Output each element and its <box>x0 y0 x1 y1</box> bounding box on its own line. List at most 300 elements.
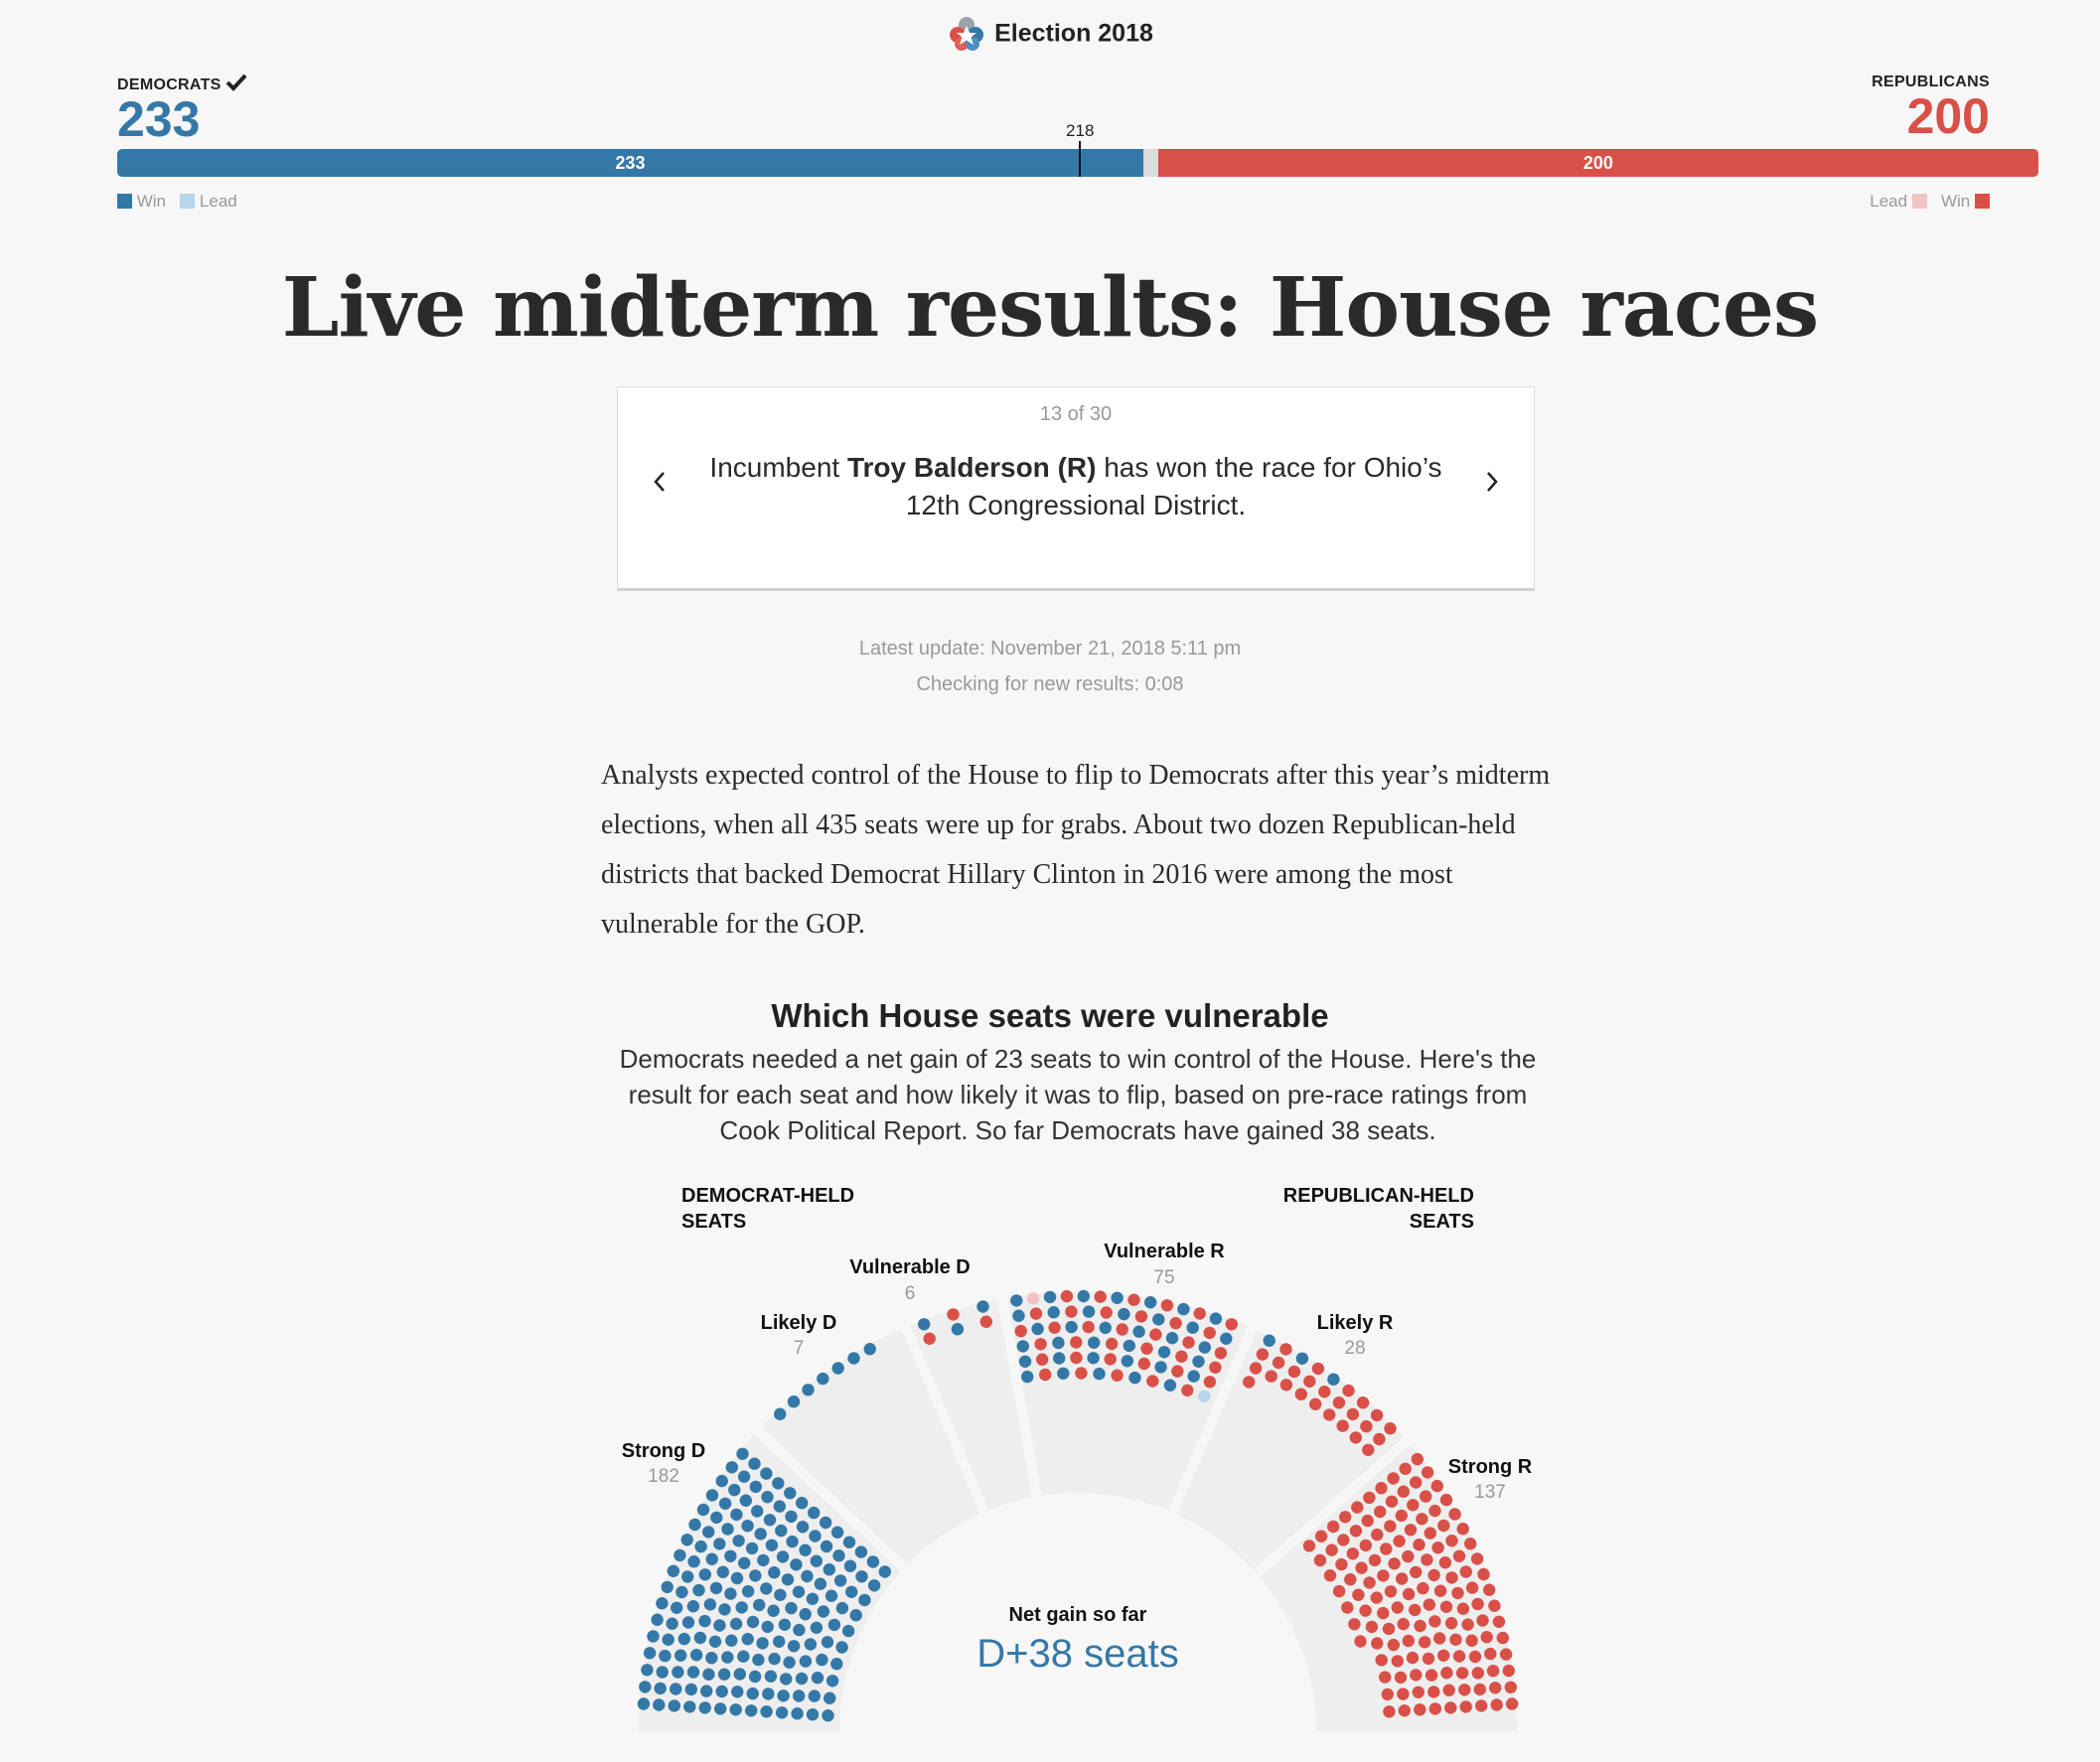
seat-dot[interactable] <box>1220 1333 1232 1345</box>
seat-dot[interactable] <box>702 1669 714 1681</box>
seat-dot[interactable] <box>807 1708 819 1720</box>
seat-dot[interactable] <box>1439 1556 1451 1568</box>
seat-dot[interactable] <box>719 1498 731 1510</box>
seat-dot[interactable] <box>699 1568 711 1580</box>
seat-dot[interactable] <box>716 1686 728 1697</box>
seat-dot[interactable] <box>835 1641 847 1653</box>
seat-dot[interactable] <box>1392 1601 1404 1613</box>
seat-dot[interactable] <box>826 1675 838 1687</box>
seat-dot[interactable] <box>1100 1322 1112 1334</box>
seat-dot[interactable] <box>1488 1600 1500 1612</box>
seat-dot[interactable] <box>793 1624 805 1636</box>
seat-dot[interactable] <box>811 1555 823 1567</box>
seat-dot[interactable] <box>1371 1409 1383 1421</box>
seat-dot[interactable] <box>1118 1308 1129 1320</box>
seat-dot[interactable] <box>1371 1529 1383 1541</box>
seat-dot[interactable] <box>1445 1617 1457 1629</box>
seat-dot[interactable] <box>1402 1550 1414 1562</box>
seat-dot[interactable] <box>1453 1650 1465 1662</box>
seat-dot[interactable] <box>1410 1476 1422 1488</box>
seat-dot[interactable] <box>717 1566 729 1578</box>
seat-dot[interactable] <box>1431 1542 1443 1553</box>
seat-dot[interactable] <box>1413 1539 1425 1550</box>
seat-dot[interactable] <box>1138 1358 1150 1370</box>
seat-dot[interactable] <box>868 1579 880 1591</box>
seat-dot[interactable] <box>1030 1307 1042 1319</box>
seat-dot[interactable] <box>730 1618 742 1630</box>
seat-dot[interactable] <box>1471 1552 1483 1564</box>
seat-dot[interactable] <box>777 1689 789 1701</box>
seat-dot[interactable] <box>671 1602 682 1614</box>
seat-dot[interactable] <box>1395 1672 1407 1684</box>
seat-dot[interactable] <box>773 1636 785 1648</box>
seat-dot[interactable] <box>1363 1576 1375 1588</box>
seat-dot[interactable] <box>745 1704 757 1716</box>
seat-dot[interactable] <box>1374 1506 1386 1518</box>
seat-dot[interactable] <box>1461 1618 1473 1630</box>
seat-dot[interactable] <box>1351 1501 1363 1513</box>
seat-dot[interactable] <box>1375 1482 1387 1494</box>
seat-dot[interactable] <box>1194 1307 1206 1319</box>
seat-dot[interactable] <box>1327 1374 1339 1386</box>
seat-dot[interactable] <box>1465 1635 1477 1647</box>
seat-dot[interactable] <box>786 1536 798 1547</box>
seat-dot[interactable] <box>1347 1408 1359 1420</box>
seat-dot[interactable] <box>738 1471 750 1483</box>
seat-dot[interactable] <box>694 1541 706 1552</box>
seat-dot[interactable] <box>699 1701 711 1713</box>
seat-dot[interactable] <box>1083 1321 1095 1333</box>
seat-dot[interactable] <box>1106 1338 1118 1350</box>
seat-dot[interactable] <box>737 1651 749 1663</box>
seat-dot[interactable] <box>1192 1356 1204 1368</box>
seat-dot[interactable] <box>728 1484 740 1496</box>
seat-dot[interactable] <box>1460 1700 1472 1712</box>
seat-dot[interactable] <box>1171 1365 1183 1377</box>
seat-dot[interactable] <box>1019 1356 1031 1368</box>
seat-dot[interactable] <box>1324 1569 1336 1581</box>
seat-dot[interactable] <box>714 1702 726 1714</box>
seat-dot[interactable] <box>1323 1408 1335 1420</box>
seat-dot[interactable] <box>1132 1326 1144 1338</box>
seat-dot[interactable] <box>1383 1705 1395 1717</box>
seat-dot[interactable] <box>1357 1396 1369 1408</box>
seat-dot[interactable] <box>1407 1652 1419 1664</box>
seat-dot[interactable] <box>1431 1480 1443 1492</box>
seat-dot[interactable] <box>1010 1294 1022 1306</box>
seat-dot[interactable] <box>687 1666 699 1678</box>
seat-dot[interactable] <box>730 1703 742 1715</box>
seat-dot[interactable] <box>1373 1433 1385 1445</box>
seat-dot[interactable] <box>1243 1376 1255 1388</box>
seat-dot[interactable] <box>1371 1637 1383 1649</box>
seat-dot[interactable] <box>1348 1618 1360 1630</box>
seat-dot[interactable] <box>1444 1701 1456 1713</box>
seat-dot[interactable] <box>702 1526 714 1538</box>
seat-dot[interactable] <box>1403 1635 1415 1647</box>
seat-dot[interactable] <box>682 1616 694 1628</box>
seat-dot[interactable] <box>687 1555 699 1567</box>
seat-dot[interactable] <box>1363 1492 1375 1504</box>
seat-dot[interactable] <box>1355 1561 1367 1573</box>
seat-dot[interactable] <box>662 1581 674 1593</box>
seat-dot[interactable] <box>783 1657 795 1669</box>
seat-dot[interactable] <box>1048 1322 1060 1334</box>
seat-dot[interactable] <box>647 1630 659 1642</box>
seat-dot[interactable] <box>782 1573 794 1585</box>
seat-dot[interactable] <box>1169 1317 1181 1329</box>
seat-dot[interactable] <box>1424 1598 1435 1610</box>
seat-dot[interactable] <box>772 1477 784 1489</box>
seat-dot[interactable] <box>1209 1362 1221 1374</box>
seat-dot[interactable] <box>779 1619 791 1631</box>
seat-dot[interactable] <box>1376 1654 1388 1666</box>
seat-dot[interactable] <box>651 1614 663 1626</box>
seat-dot[interactable] <box>1466 1581 1478 1593</box>
seat-dot[interactable] <box>749 1569 761 1581</box>
seat-dot[interactable] <box>1476 1614 1488 1626</box>
seat-dot[interactable] <box>757 1554 769 1566</box>
seat-dot[interactable] <box>1449 1634 1461 1646</box>
seat-dot[interactable] <box>1101 1306 1113 1318</box>
seat-dot[interactable] <box>845 1586 857 1598</box>
seat-dot[interactable] <box>1279 1343 1291 1355</box>
seat-dot[interactable] <box>725 1635 737 1647</box>
seat-dot[interactable] <box>724 1550 736 1562</box>
seat-dot[interactable] <box>1135 1310 1147 1322</box>
seat-dot[interactable] <box>797 1521 809 1533</box>
seat-dot[interactable] <box>1429 1702 1441 1714</box>
seat-dot[interactable] <box>1124 1340 1135 1352</box>
seat-dot[interactable] <box>1296 1353 1308 1365</box>
seat-dot[interactable] <box>742 1633 754 1645</box>
seat-dot[interactable] <box>1327 1521 1339 1533</box>
seat-dot[interactable] <box>1257 1348 1269 1360</box>
seat-dot[interactable] <box>1453 1550 1465 1562</box>
seat-dot[interactable] <box>670 1683 681 1694</box>
seat-dot[interactable] <box>755 1528 767 1540</box>
seat-dot[interactable] <box>1484 1648 1496 1660</box>
seat-dot[interactable] <box>1386 1496 1398 1508</box>
seat-dot[interactable] <box>1070 1336 1082 1348</box>
seat-dot[interactable] <box>818 1605 829 1617</box>
seat-dot[interactable] <box>1144 1296 1156 1308</box>
seat-dot[interactable] <box>1164 1380 1176 1392</box>
seat-dot[interactable] <box>836 1602 848 1614</box>
seat-dot[interactable] <box>1420 1490 1431 1502</box>
seat-dot[interactable] <box>1387 1472 1399 1484</box>
seat-dot[interactable] <box>748 1458 760 1470</box>
seat-dot[interactable] <box>1427 1569 1439 1581</box>
seat-dot[interactable] <box>1396 1510 1408 1522</box>
seat-dot[interactable] <box>1425 1527 1436 1539</box>
seat-dot[interactable] <box>791 1707 803 1719</box>
seat-dot[interactable] <box>694 1632 706 1644</box>
seat-dot[interactable] <box>775 1525 787 1537</box>
seat-dot[interactable] <box>800 1608 812 1620</box>
seat-dot[interactable] <box>1204 1376 1216 1388</box>
seat-dot[interactable] <box>1388 1639 1400 1651</box>
seat-dot[interactable] <box>864 1343 876 1355</box>
seat-dot[interactable] <box>1095 1290 1107 1302</box>
seat-dot[interactable] <box>1333 1396 1345 1408</box>
seat-dot[interactable] <box>774 1589 786 1601</box>
seat-dot[interactable] <box>1437 1650 1449 1662</box>
seat-dot[interactable] <box>760 1467 772 1479</box>
seat-dot[interactable] <box>1070 1352 1082 1364</box>
seat-dot[interactable] <box>1379 1671 1391 1683</box>
seat-dot[interactable] <box>1350 1431 1362 1443</box>
seat-dot[interactable] <box>809 1530 821 1542</box>
seat-dot[interactable] <box>1339 1511 1351 1523</box>
seat-dot[interactable] <box>828 1619 840 1631</box>
seat-dot[interactable] <box>1087 1352 1099 1364</box>
seat-dot[interactable] <box>774 1500 786 1512</box>
seat-dot[interactable] <box>1039 1369 1051 1381</box>
seat-dot[interactable] <box>698 1615 710 1627</box>
seat-dot[interactable] <box>801 1570 813 1582</box>
seat-dot[interactable] <box>1428 1615 1440 1627</box>
seat-dot[interactable] <box>1489 1682 1501 1693</box>
seat-dot[interactable] <box>1154 1361 1166 1373</box>
seat-dot[interactable] <box>1093 1368 1105 1380</box>
seat-dot[interactable] <box>675 1586 687 1598</box>
seat-dot[interactable] <box>767 1605 779 1617</box>
seat-dot[interactable] <box>659 1650 671 1662</box>
seat-dot[interactable] <box>766 1540 778 1551</box>
seat-dot[interactable] <box>1314 1554 1326 1566</box>
seat-dot[interactable] <box>1487 1665 1499 1677</box>
seat-dot[interactable] <box>1158 1346 1170 1358</box>
seat-dot[interactable] <box>1505 1682 1517 1693</box>
seat-dot[interactable] <box>1417 1582 1428 1594</box>
seat-dot[interactable] <box>1166 1332 1178 1344</box>
seat-dot[interactable] <box>822 1709 833 1721</box>
seat-dot[interactable] <box>784 1487 796 1499</box>
seat-dot[interactable] <box>726 1461 738 1473</box>
seat-dot[interactable] <box>736 1448 748 1460</box>
seat-dot[interactable] <box>1105 1353 1117 1365</box>
seat-dot[interactable] <box>1352 1589 1364 1601</box>
seat-dot[interactable] <box>1088 1337 1100 1349</box>
seat-dot[interactable] <box>1428 1505 1440 1517</box>
seat-dot[interactable] <box>1398 1486 1410 1498</box>
seat-dot[interactable] <box>683 1700 695 1712</box>
seat-dot[interactable] <box>1122 1355 1133 1367</box>
seat-dot[interactable] <box>820 1517 831 1529</box>
seat-dot[interactable] <box>746 1542 758 1554</box>
seat-dot[interactable] <box>808 1507 820 1519</box>
seat-dot[interactable] <box>1250 1362 1262 1374</box>
seat-dot[interactable] <box>768 1566 780 1578</box>
seat-dot[interactable] <box>668 1565 679 1577</box>
seat-dot[interactable] <box>1493 1616 1505 1628</box>
seat-dot[interactable] <box>1309 1398 1321 1410</box>
seat-dot[interactable] <box>716 1475 728 1487</box>
seat-dot[interactable] <box>847 1352 859 1364</box>
seat-dot[interactable] <box>1500 1648 1512 1660</box>
seat-dot[interactable] <box>821 1541 832 1552</box>
seat-dot[interactable] <box>768 1653 780 1665</box>
seat-dot[interactable] <box>641 1664 653 1676</box>
seat-dot[interactable] <box>1497 1632 1509 1644</box>
seat-dot[interactable] <box>1149 1328 1161 1340</box>
seat-dot[interactable] <box>685 1684 697 1695</box>
seat-dot[interactable] <box>1414 1620 1425 1632</box>
seat-dot[interactable] <box>879 1565 891 1577</box>
seat-dot[interactable] <box>1491 1698 1503 1710</box>
seat-dot[interactable] <box>742 1585 754 1597</box>
brand-title[interactable]: Election 2018 <box>994 19 1153 48</box>
seat-dot[interactable] <box>724 1587 736 1599</box>
seat-dot[interactable] <box>678 1633 690 1645</box>
seat-dot[interactable] <box>1425 1669 1437 1681</box>
seat-dot[interactable] <box>805 1638 817 1650</box>
seat-dot[interactable] <box>1403 1588 1415 1600</box>
seat-dot[interactable] <box>1318 1386 1330 1397</box>
seat-dot[interactable] <box>1181 1385 1193 1396</box>
seat-dot[interactable] <box>736 1601 748 1613</box>
seat-dot[interactable] <box>704 1598 716 1610</box>
seat-dot[interactable] <box>1384 1520 1396 1532</box>
seat-dot[interactable] <box>751 1505 763 1517</box>
seat-dot[interactable] <box>1380 1542 1392 1554</box>
seat-dot[interactable] <box>1034 1338 1046 1350</box>
seat-dot[interactable] <box>644 1647 656 1659</box>
seat-dot[interactable] <box>1127 1294 1139 1306</box>
seat-dot[interactable] <box>824 1563 835 1575</box>
seat-dot[interactable] <box>1337 1534 1349 1545</box>
seat-dot[interactable] <box>1280 1379 1292 1391</box>
seat-dot[interactable] <box>765 1671 777 1683</box>
seat-dot[interactable] <box>738 1557 750 1569</box>
seat-dot[interactable] <box>1503 1665 1515 1677</box>
seat-dot[interactable] <box>709 1636 721 1648</box>
seat-dot[interactable] <box>785 1602 797 1614</box>
seat-dot[interactable] <box>807 1593 819 1605</box>
seat-dot[interactable] <box>1410 1669 1422 1681</box>
seat-dot[interactable] <box>672 1666 683 1678</box>
seat-dot[interactable] <box>1021 1371 1033 1383</box>
seat-dot[interactable] <box>1175 1351 1187 1363</box>
seat-dot[interactable] <box>1199 1341 1211 1353</box>
seat-dot[interactable] <box>842 1625 854 1637</box>
seat-dot[interactable] <box>800 1655 812 1667</box>
seat-dot[interactable] <box>740 1495 752 1507</box>
seat-dot[interactable] <box>752 1654 764 1666</box>
seat-dot[interactable] <box>1044 1291 1056 1303</box>
seat-dot[interactable] <box>831 1527 843 1539</box>
seat-dot[interactable] <box>1226 1318 1238 1330</box>
seat-dot[interactable] <box>1423 1653 1434 1665</box>
seat-dot[interactable] <box>815 1578 826 1590</box>
seat-dot[interactable] <box>825 1590 837 1602</box>
seat-dot[interactable] <box>824 1692 835 1704</box>
seat-dot[interactable] <box>706 1489 718 1501</box>
seat-dot[interactable] <box>690 1649 702 1661</box>
seat-dot[interactable] <box>1440 1494 1452 1506</box>
seat-dot[interactable] <box>816 1654 827 1666</box>
seat-dot[interactable] <box>788 1640 800 1652</box>
seat-dot[interactable] <box>1146 1375 1158 1387</box>
seat-dot[interactable] <box>1012 1310 1024 1322</box>
seat-dot[interactable] <box>790 1558 802 1570</box>
seat-dot[interactable] <box>1350 1525 1362 1537</box>
seat-dot[interactable] <box>1419 1636 1430 1648</box>
seat-dot[interactable] <box>832 1362 844 1374</box>
seat-dot[interactable] <box>1377 1569 1389 1581</box>
seat-dot[interactable] <box>666 1618 677 1630</box>
seat-dot[interactable] <box>1443 1685 1455 1696</box>
seat-dot[interactable] <box>980 1316 992 1328</box>
seat-dot[interactable] <box>762 1688 774 1699</box>
seat-dot[interactable] <box>700 1685 712 1696</box>
seat-dot[interactable] <box>1215 1347 1227 1359</box>
seat-dot[interactable] <box>1472 1667 1484 1679</box>
seat-dot[interactable] <box>710 1512 722 1524</box>
seat-dot[interactable] <box>655 1683 667 1694</box>
seat-dot[interactable] <box>750 1481 762 1493</box>
seat-dot[interactable] <box>834 1574 846 1586</box>
seat-dot[interactable] <box>1312 1363 1324 1375</box>
seat-dot[interactable] <box>1264 1335 1275 1347</box>
seat-dot[interactable] <box>730 1509 742 1521</box>
seat-dot[interactable] <box>1445 1571 1457 1583</box>
seat-dot[interactable] <box>657 1666 669 1678</box>
seat-dot[interactable] <box>1475 1699 1487 1711</box>
seat-dot[interactable] <box>718 1669 730 1681</box>
seat-dot[interactable] <box>1471 1598 1483 1610</box>
seat-dot[interactable] <box>1266 1370 1277 1382</box>
seat-dot[interactable] <box>1440 1601 1452 1613</box>
seat-dot[interactable] <box>734 1668 746 1680</box>
seat-dot[interactable] <box>1412 1453 1424 1465</box>
seat-dot[interactable] <box>1182 1336 1194 1348</box>
seat-dot[interactable] <box>1481 1631 1493 1643</box>
seat-dot[interactable] <box>867 1555 879 1567</box>
seat-dot[interactable] <box>1360 1420 1372 1432</box>
seat-dot[interactable] <box>1409 1604 1421 1616</box>
seat-dot[interactable] <box>1427 1686 1439 1697</box>
seat-dot[interactable] <box>832 1549 844 1561</box>
seat-dot[interactable] <box>713 1538 725 1549</box>
seat-dot[interactable] <box>976 1300 988 1312</box>
seat-dot[interactable] <box>1437 1520 1449 1532</box>
seat-dot[interactable] <box>1396 1572 1408 1584</box>
seat-dot[interactable] <box>1369 1554 1381 1566</box>
seat-dot[interactable] <box>947 1308 959 1320</box>
seat-dot[interactable] <box>924 1333 936 1345</box>
seat-dot[interactable] <box>1366 1621 1378 1633</box>
seat-dot[interactable] <box>1128 1372 1140 1384</box>
seat-dot[interactable] <box>710 1582 722 1594</box>
seat-dot[interactable] <box>1359 1604 1371 1616</box>
seat-dot[interactable] <box>1303 1540 1315 1551</box>
seat-dot[interactable] <box>1477 1568 1489 1580</box>
seat-dot[interactable] <box>1464 1538 1476 1549</box>
seat-dot[interactable] <box>1140 1343 1152 1355</box>
seat-dot[interactable] <box>809 1689 821 1701</box>
seat-dot[interactable] <box>1414 1703 1425 1715</box>
seat-dot[interactable] <box>1347 1547 1359 1559</box>
seat-dot[interactable] <box>1407 1499 1419 1511</box>
seat-dot[interactable] <box>756 1637 768 1649</box>
seat-dot[interactable] <box>1416 1513 1427 1525</box>
seat-dot[interactable] <box>1360 1540 1372 1551</box>
seat-dot[interactable] <box>1333 1585 1345 1597</box>
seat-dot[interactable] <box>855 1570 867 1582</box>
seat-dot[interactable] <box>1288 1366 1300 1378</box>
